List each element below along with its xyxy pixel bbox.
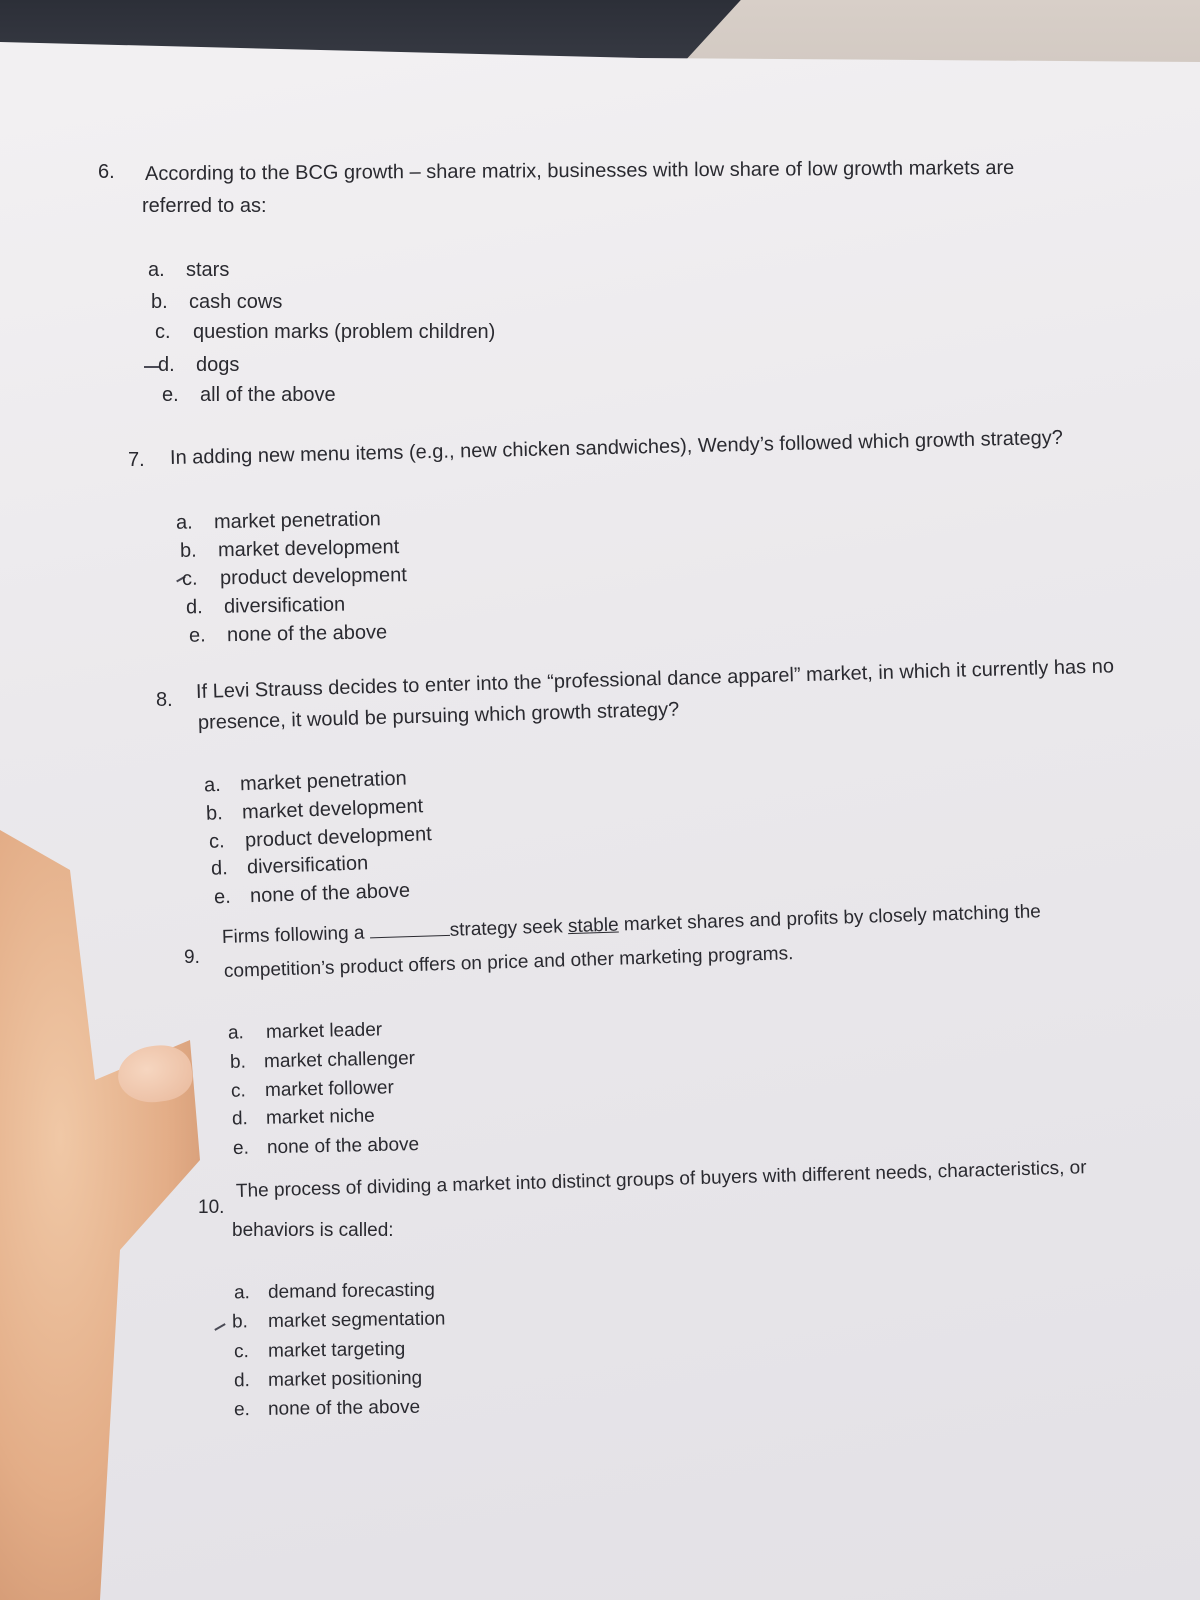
option-c[interactable]: c. product development xyxy=(208,823,433,853)
option-b[interactable]: b. market segmentation xyxy=(231,1308,446,1333)
option-c[interactable]: c. market targeting xyxy=(233,1338,406,1363)
option-d[interactable]: d. diversification xyxy=(185,593,346,619)
question-text: In adding new menu items (e.g., new chicken sandwiches), Wendy’s followed which growth strategy? xyxy=(169,426,1064,469)
option-c[interactable]: c. product development xyxy=(181,564,407,590)
question-number: 8. xyxy=(156,689,173,711)
option-a[interactable]: a. stars xyxy=(148,259,230,281)
option-b[interactable]: b. market development xyxy=(205,795,424,825)
option-b[interactable]: b. cash cows xyxy=(151,291,283,313)
option-d[interactable]: d. diversification xyxy=(210,852,369,880)
question-text: competition’s product offers on price and other marketing programs. xyxy=(223,943,794,982)
option-d[interactable]: d. market niche xyxy=(231,1105,375,1130)
question-text: According to the BCG growth – share matrix, businesses with low share of low growth markets are xyxy=(144,156,1015,185)
question-text: If Levi Strauss decides to enter into the “professional dance apparel” market, in which it currently has no xyxy=(195,655,1115,703)
option-c[interactable]: c. question marks (problem children) xyxy=(155,321,496,343)
option-d[interactable]: d. dogs xyxy=(158,354,240,376)
question-number: 9. xyxy=(184,947,200,968)
option-e[interactable]: e. none of the above xyxy=(233,1396,421,1421)
option-e[interactable]: e. all of the above xyxy=(162,384,336,406)
option-a[interactable]: a. demand forecasting xyxy=(233,1279,436,1304)
option-e[interactable]: e. none of the above xyxy=(213,879,411,909)
option-d[interactable]: d. market positioning xyxy=(233,1367,423,1392)
option-a[interactable]: a. market leader xyxy=(227,1019,383,1044)
option-a[interactable]: a. market penetration xyxy=(175,508,381,534)
fill-in-blank xyxy=(369,918,450,939)
question-number: 6. xyxy=(98,161,115,183)
question-text: presence, it would be pursuing which growth strategy? xyxy=(197,698,680,734)
question-text: The process of dividing a market into distinct groups of buyers with different needs, characteristics, or xyxy=(235,1157,1087,1202)
option-e[interactable]: e. none of the above xyxy=(188,621,388,647)
question-number: 10. xyxy=(198,1197,225,1218)
option-c[interactable]: c. market follower xyxy=(230,1077,395,1102)
option-e[interactable]: e. none of the above xyxy=(232,1134,420,1159)
question-text: behaviors is called: xyxy=(232,1220,394,1241)
option-b[interactable]: b. market challenger xyxy=(229,1048,416,1073)
question-text: Firms following a strategy seek stable market shares and profits by closely matching the xyxy=(221,901,1042,948)
option-a[interactable]: a. market penetration xyxy=(203,767,408,797)
question-number: 7. xyxy=(128,449,145,471)
question-text: referred to as: xyxy=(142,195,267,217)
option-b[interactable]: b. market development xyxy=(179,536,400,562)
